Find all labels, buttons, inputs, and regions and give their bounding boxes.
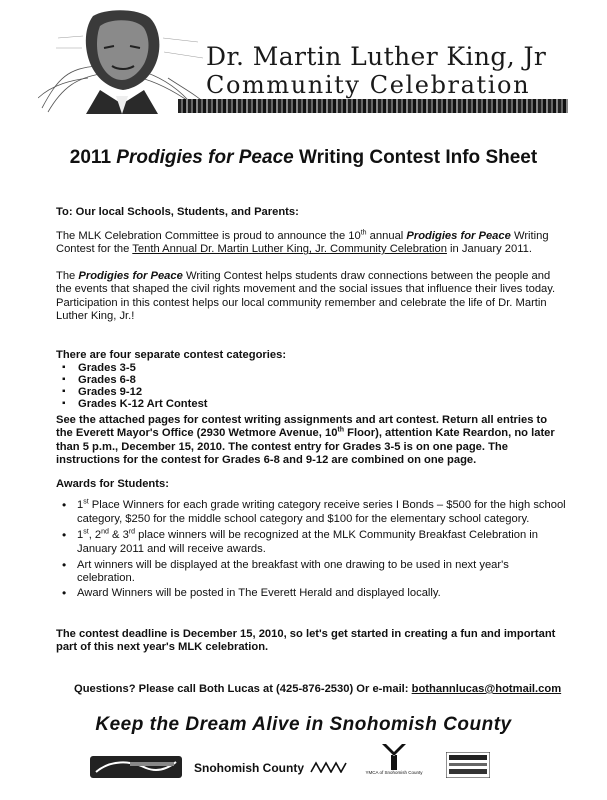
banner-decorative-strip (178, 99, 568, 113)
awards-heading: Awards for Students: (56, 478, 169, 490)
awards-list (56, 499, 566, 600)
title-prefix: 2011 (69, 147, 117, 168)
categories-section (56, 349, 356, 410)
submission-instructions: See the attached pages for contest writing assignments and art contest. Return all entries to the Everett Mayor's Office (2930 Wetmore Avenue, 10th Floor), attention Kate Reardon, no later than 5 p.m., December 15, 2010. The contest entry for Grades 3-5 is on one page. The instructions for the contest for Grades 6-8 and 9-12 are combined on one page. (56, 414, 555, 467)
purpose-paragraph: The Prodigies for Peace Writing Contest helps students draw connections between the people and the events that shaped the civil rights movement and the social issues that influence their lives today. Participation in this contest helps our local community remember and celebrate the life of Dr. Martin Luther King, Jr.! (56, 270, 556, 323)
snohomish-county-label: Snohomish County (194, 761, 304, 775)
contact-email-link[interactable]: bothannlucas@hotmail.com (411, 683, 562, 695)
list-item: ▪ Grades 3-5 (78, 362, 356, 374)
list-item: ▪ Grades 9-12 (78, 386, 356, 398)
title-contest-name: Prodigies for Peace (116, 147, 294, 168)
categories-heading: There are four separate contest categories: (56, 349, 287, 361)
celebration-name: Tenth Annual Dr. Martin Luther King, Jr. Community Celebration (132, 243, 447, 256)
sponsor-logo-icon (446, 752, 490, 778)
list-item: ▪ Grades 6-8 (78, 374, 356, 386)
list-item: • 1st Place Winners for each grade writing category receive series I Bonds – $500 for the high school category, $250 for the middle school category and $100 for the elementary school category. (77, 499, 566, 526)
slogan: Keep the Dream Alive in Snohomish County (95, 714, 512, 735)
ymca-y-icon (354, 744, 434, 770)
sponsor-logo-icon (90, 756, 182, 778)
list-item: • 1st, 2nd & 3rd place winners will be recognized at the MLK Community Breakfast Celebration in January 2011 and will receive awards. (77, 529, 566, 556)
county-wave-icon (310, 761, 348, 773)
banner-title: Dr. Martin Luther King, Jr (206, 42, 547, 71)
page-title (0, 147, 607, 169)
list-item: • Award Winners will be posted in The Everett Herald and displayed locally. (77, 587, 566, 600)
ymca-label: YMCA of Snohomish County (365, 770, 423, 775)
salutation: To: Our local Schools, Students, and Parents: (56, 206, 299, 218)
list-item: ▪ Grades K-12 Art Contest (78, 398, 356, 410)
sponsor-footer (90, 744, 520, 784)
title-suffix: Writing Contest Info Sheet (293, 147, 538, 168)
contact-line (74, 683, 562, 695)
list-item: • Art winners will be displayed at the breakfast with one drawing to be used in next year's celebration. (77, 559, 566, 586)
categories-list (56, 362, 356, 410)
deadline-paragraph: The contest deadline is December 15, 2010, so let's get started in creating a fun and important part of this next year's MLK celebration. (56, 628, 556, 654)
ymca-logo (354, 744, 434, 780)
banner-subtitle: Community Celebration (206, 71, 531, 99)
awards-section (56, 478, 566, 601)
intro-paragraph: The MLK Celebration Committee is proud to announce the 10th annual Prodigies for Peace Writing Contest for the Tenth Annual Dr. Martin Luther King, Jr. Community Celebration in January 2011. (56, 229, 549, 256)
contact-label: Questions? Please call Both Lucas at (425-876-2530) Or e-mail: (74, 683, 412, 695)
header-banner (38, 8, 568, 114)
